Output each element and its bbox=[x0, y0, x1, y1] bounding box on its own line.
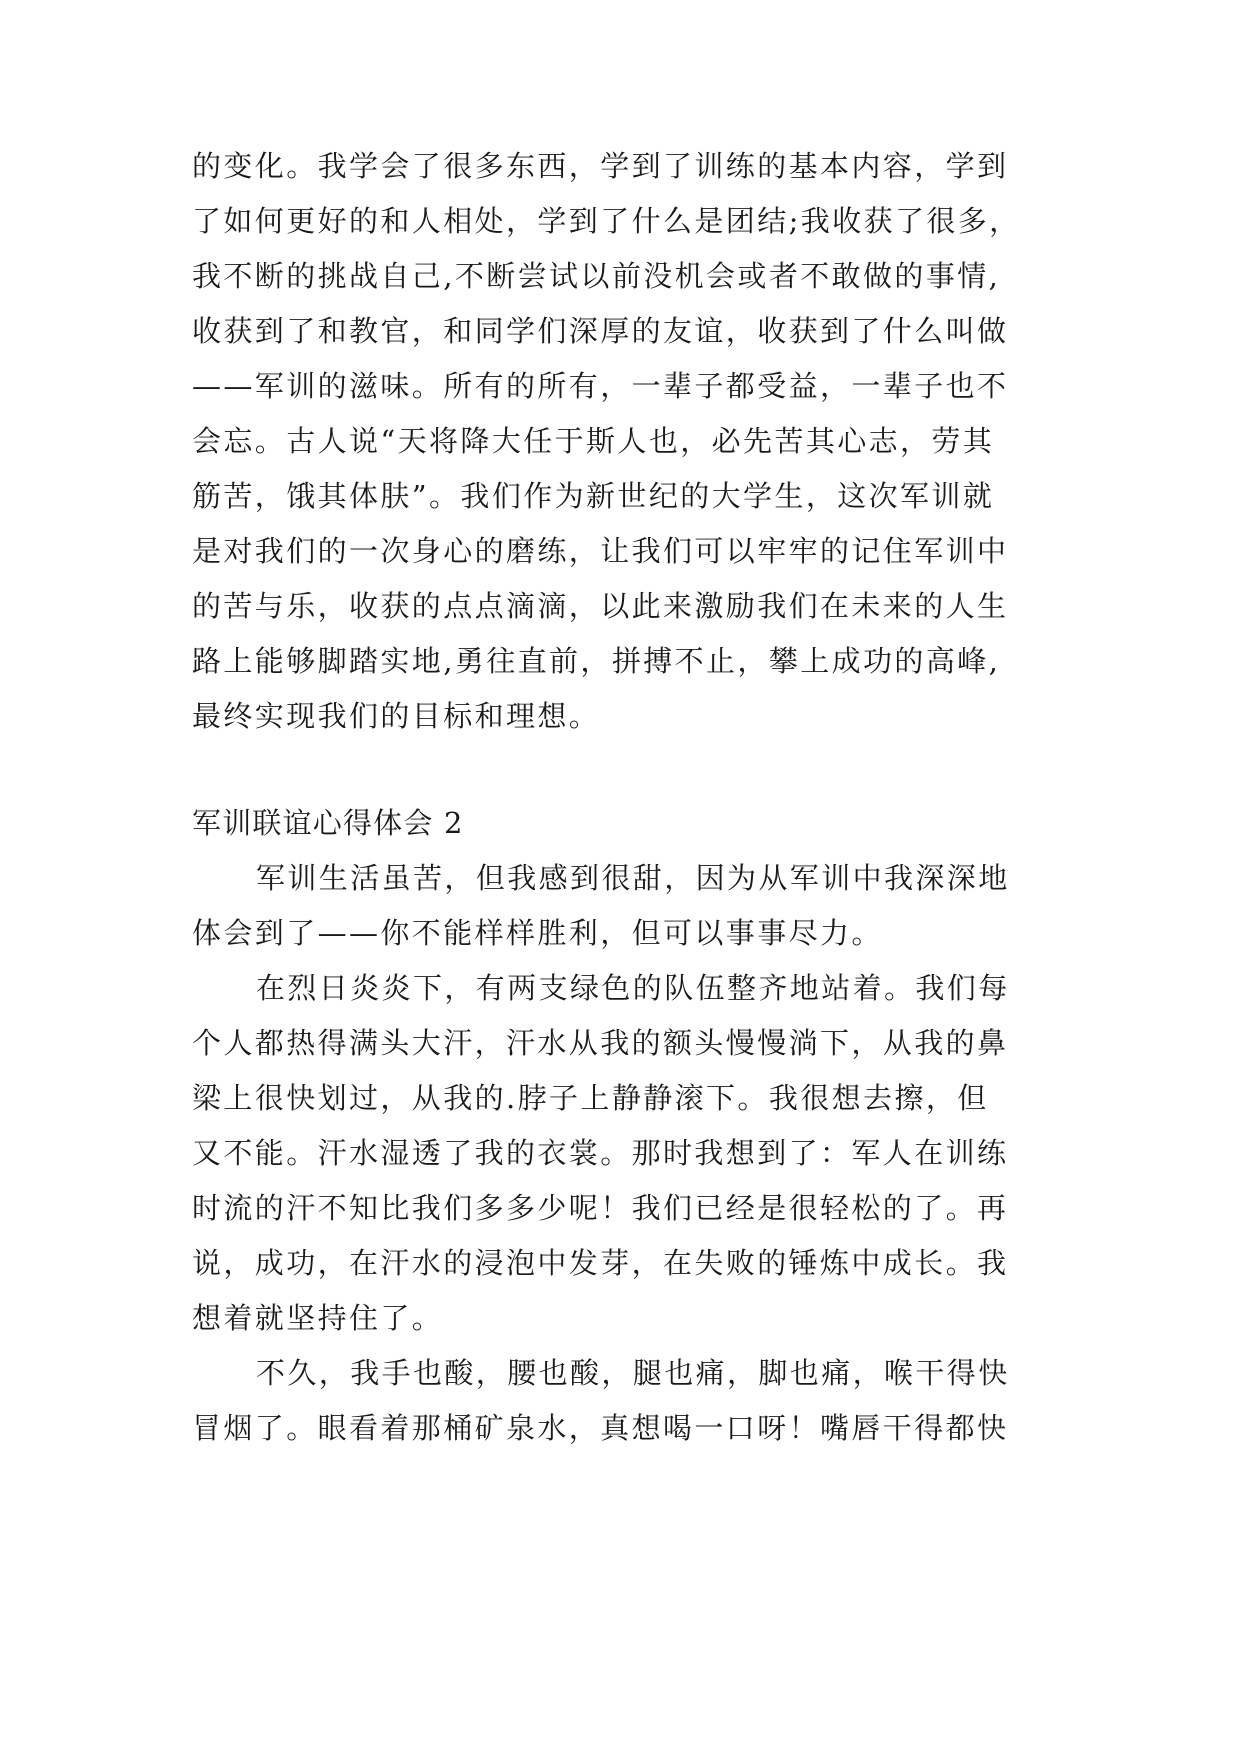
paragraph-line: 会忘。古人说“天将降大任于斯人也，必先苦其心志，劳其 bbox=[192, 424, 995, 458]
paragraph-line: 筋苦，饿其体肤”。我们作为新世纪的大学生，这次军训就 bbox=[192, 479, 995, 513]
section-title: 军训联谊心得体会 2 bbox=[192, 806, 464, 840]
paragraph-line: 我不断的挑战自己,不断尝试以前没机会或者不敢做的事情, bbox=[192, 259, 1001, 293]
paragraph-line: ——军训的滋味。所有的所有，一辈子都受益，一辈子也不 bbox=[192, 369, 1009, 403]
paragraph-line: 收获到了和教官，和同学们深厚的友谊，收获到了什么叫做 bbox=[192, 314, 1009, 348]
paragraph-line: 在烈日炎炎下，有两支绿色的队伍整齐地站着。我们每 bbox=[256, 971, 1010, 1005]
paragraph-line: 是对我们的一次身心的磨练，让我们可以牢牢的记住军训中 bbox=[192, 534, 1009, 568]
paragraph-line: 了如何更好的和人相处，学到了什么是团结;我收获了很多， bbox=[192, 204, 1021, 238]
paragraph-line: 时流的汗不知比我们多多少呢！我们已经是很轻松的了。再 bbox=[192, 1191, 1009, 1225]
paragraph-line: 的苦与乐，收获的点点滴滴，以此来激励我们在未来的人生 bbox=[192, 589, 1009, 623]
paragraph-line: 体会到了——你不能样样胜利，但可以事事尽力。 bbox=[192, 916, 883, 950]
paragraph-line: 不久，我手也酸，腰也酸，腿也痛，脚也痛，喉干得快 bbox=[256, 1356, 1010, 1390]
paragraph-line: 最终实现我们的目标和理想。 bbox=[192, 699, 601, 733]
paragraph-line: 说，成功，在汗水的浸泡中发芽，在失败的锤炼中成长。我 bbox=[192, 1246, 1009, 1280]
paragraph-line: 冒烟了。眼看着那桶矿泉水，真想喝一口呀！嘴唇干得都快 bbox=[192, 1411, 1009, 1445]
paragraph-line: 路上能够脚踏实地,勇往直前，拼搏不止，攀上成功的高峰, bbox=[192, 644, 1001, 678]
paragraph-line: 军训生活虽苦，但我感到很甜，因为从军训中我深深地 bbox=[256, 861, 1010, 895]
paragraph-line: 梁上很快划过，从我的.脖子上静静滚下。我很想去擦，但 bbox=[192, 1081, 989, 1115]
paragraph-line: 又不能。汗水湿透了我的衣裳。那时我想到了：军人在训练 bbox=[192, 1136, 1009, 1170]
paragraph-line: 想着就坚持住了。 bbox=[192, 1301, 444, 1335]
paragraph-line: 个人都热得满头大汗，汗水从我的额头慢慢淌下，从我的鼻 bbox=[192, 1026, 1009, 1060]
paragraph-line: 的变化。我学会了很多东西，学到了训练的基本内容，学到 bbox=[192, 149, 1009, 183]
